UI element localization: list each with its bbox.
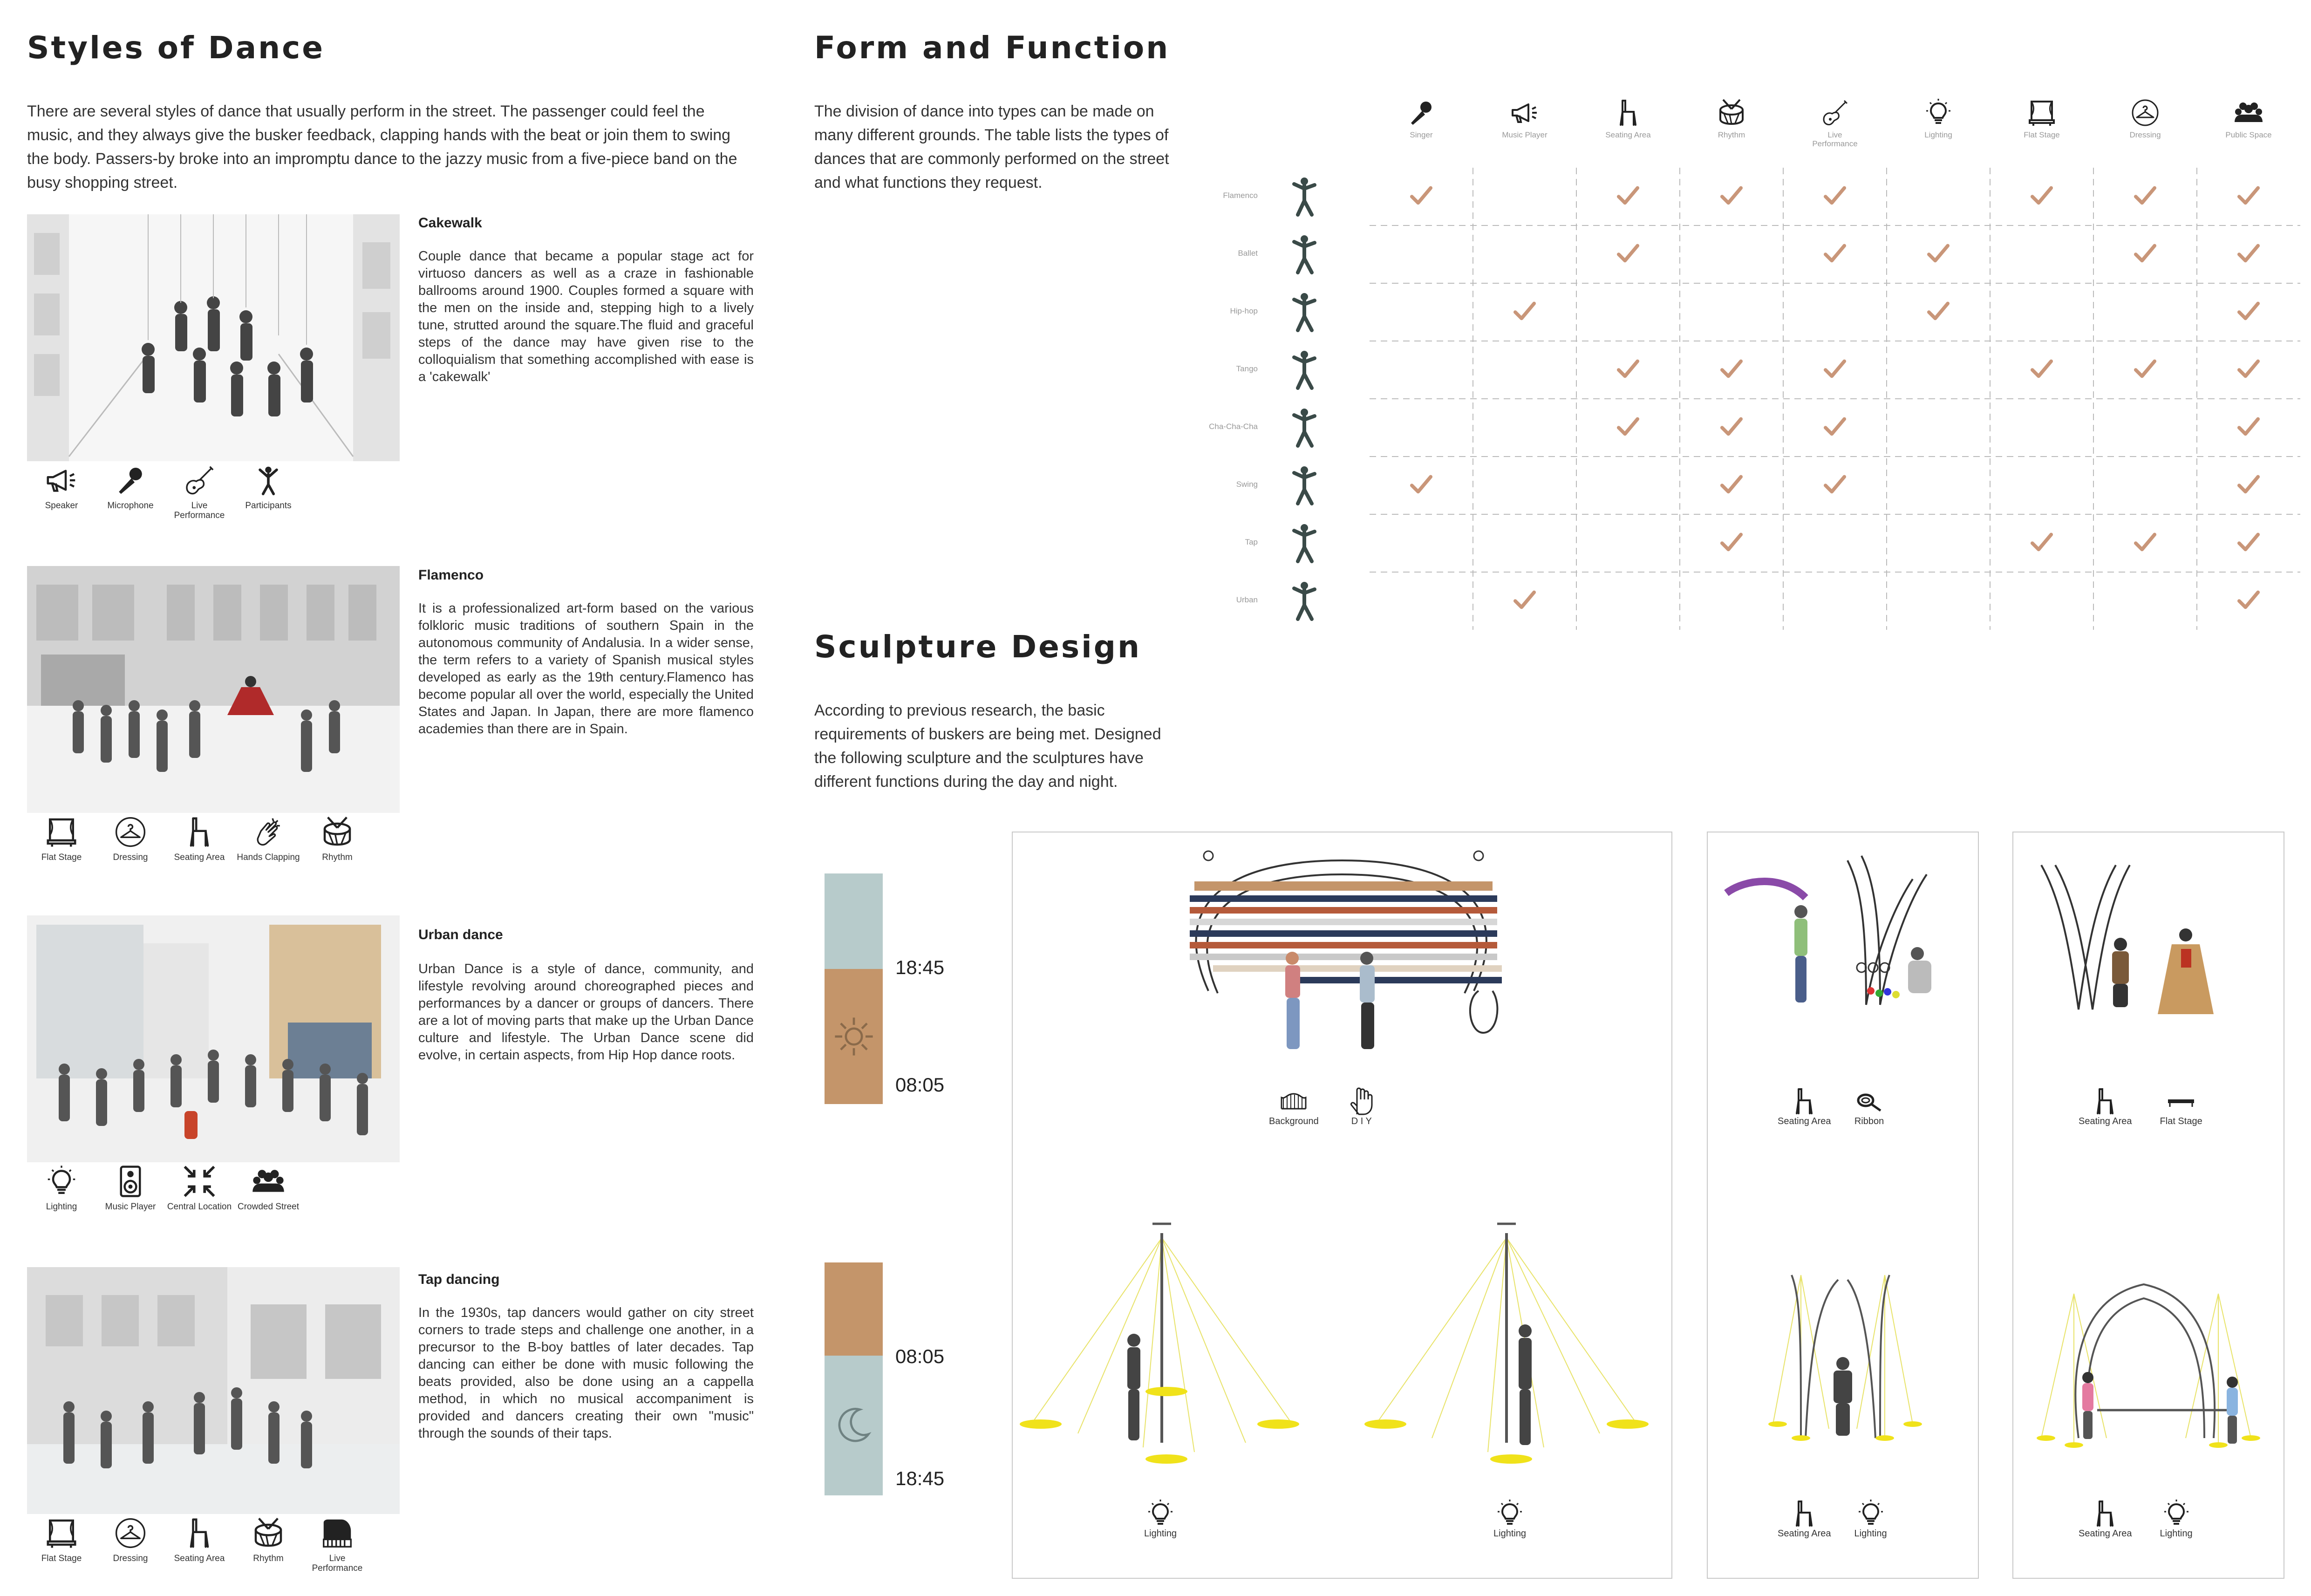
tap-desc: In the 1930s, tap dancers would gather on city street corners to trade steps and challenge one another, in a precursor to the B-boy battles of later decades. Tap dancing can either be done with music following the beats provided, also be done using an a cappella method, in which no musical accompaniment is provided and dancers creating their own "music" through the sounds of their taps.	[418, 1305, 754, 1441]
flamenco-title: Flamenco	[418, 567, 484, 583]
stage-icon: Flat Stage	[27, 815, 96, 862]
check-icon	[1719, 184, 1744, 209]
hanger-icon: Dressing	[96, 1516, 165, 1573]
check-icon	[2236, 357, 2261, 382]
mid-night-labels	[1778, 1499, 1887, 1539]
hanger-icon: Dressing	[96, 815, 165, 862]
matrix-row-label: Tango	[1236, 364, 1258, 373]
day-bar-sky	[825, 873, 883, 969]
cakewalk-title: Cakewalk	[418, 215, 482, 231]
bulb-icon: Lighting	[27, 1165, 96, 1212]
check-icon	[2236, 300, 2261, 325]
bulb-icon: Lighting	[2160, 1499, 2193, 1539]
sculpture-panel-large	[1012, 832, 1672, 1579]
check-icon	[1512, 300, 1537, 325]
clap-icon: Hands Clapping	[234, 815, 303, 862]
check-icon	[1926, 242, 1951, 267]
check-icon	[2133, 184, 2158, 209]
participants-icon: Participants	[234, 464, 303, 520]
matrix-row-label: Urban	[1236, 595, 1258, 604]
dancer-silhouette-icon	[1286, 176, 1323, 218]
matrix-header-label: Live Performance	[1812, 130, 1858, 148]
moon-icon	[831, 1402, 877, 1449]
check-icon	[1616, 357, 1641, 382]
right-night-labels	[2079, 1499, 2193, 1539]
night-bar-tan	[825, 1262, 883, 1356]
sculpture-panel-mid	[1707, 832, 1979, 1579]
speaker-box-icon: Music Player	[96, 1165, 165, 1212]
check-icon	[1616, 415, 1641, 440]
chair-icon: Seating Area	[2079, 1499, 2132, 1539]
sculpture-panel-right	[2012, 832, 2284, 1579]
tap-title: Tap dancing	[418, 1272, 500, 1287]
matrix-row-label: Cha-Cha-Cha	[1209, 422, 1258, 431]
chair-icon: Seating Area	[165, 815, 234, 862]
sculpture-intro: According to previous research, the basic requirements of buskers are being met. Designed the following sculpture and the sculptures have different functions during the day and night.	[814, 702, 1161, 791]
drum-icon: Rhythm	[303, 815, 372, 862]
hand-icon: D I Y	[1347, 1086, 1377, 1127]
check-icon	[1822, 415, 1847, 440]
right-day-labels	[2079, 1086, 2202, 1127]
check-icon	[1512, 588, 1537, 614]
center-arrows-icon: Central Location	[165, 1165, 234, 1212]
check-icon	[2236, 473, 2261, 498]
megaphone-icon: Speaker	[27, 464, 96, 520]
dancer-silhouette-icon	[1286, 349, 1323, 391]
chair-icon: Seating Area	[1778, 1499, 1831, 1539]
stage-icon: Flat Stage	[27, 1516, 96, 1573]
check-icon	[2133, 242, 2158, 267]
form-intro: The division of dance into types can be made on many different grounds. The table lists the types of dances that are commonly performed on the street and what functions they request.	[814, 102, 1169, 191]
form-title: Form and Function	[814, 30, 1170, 66]
large-day-labels	[1269, 1086, 1377, 1127]
cakewalk-photo	[27, 214, 400, 461]
tap-photo	[27, 1267, 400, 1514]
matrix-row-label: Tap	[1245, 538, 1258, 546]
styles-intro: There are several styles of dance that usually perform in the street. The passenger could feel the music, and they always give the busker feedback, clapping hands with the beat or join them to swing the body. Passers-by broke into an impromptu dance to the jazzy music from a five-piece band on the busy shopping street.	[27, 102, 737, 191]
tap-icons	[27, 1516, 372, 1573]
check-icon	[2236, 242, 2261, 267]
mid-day-labels	[1778, 1086, 1884, 1127]
bulb-icon: Lighting	[1144, 1499, 1177, 1539]
day-start-time: 08:05	[895, 1074, 945, 1096]
check-icon	[1719, 415, 1744, 440]
matrix-header-label: Flat Stage	[2024, 130, 2060, 139]
sculpture-title: Sculpture Design	[814, 629, 1142, 665]
chair-icon: Seating Area	[2079, 1086, 2132, 1127]
ribbon-icon: Ribbon	[1854, 1086, 1884, 1127]
check-icon	[1822, 473, 1847, 498]
check-icon	[2236, 415, 2261, 440]
dancer-silhouette-icon	[1286, 233, 1323, 275]
matrix-header-label: Singer	[1410, 130, 1433, 139]
dancer-silhouette-icon	[1286, 407, 1323, 449]
background-icon: Background	[1269, 1086, 1319, 1127]
crowd-icon: Crowded Street	[234, 1165, 303, 1212]
check-icon	[2236, 184, 2261, 209]
bulb-icon: Lighting	[1493, 1499, 1526, 1539]
check-icon	[2236, 588, 2261, 614]
check-icon	[2029, 357, 2054, 382]
matrix-header-label: Public Space	[2225, 130, 2272, 139]
check-icon	[1822, 242, 1847, 267]
flamenco-icons	[27, 815, 372, 862]
flamenco-photo	[27, 566, 400, 813]
function-matrix	[1193, 98, 2283, 634]
check-icon	[1409, 473, 1434, 498]
matrix-row-label: Swing	[1236, 480, 1258, 489]
check-icon	[1719, 531, 1744, 556]
check-icon	[1409, 184, 1434, 209]
matrix-header-label: Dressing	[2129, 130, 2161, 139]
styles-title: Styles of Dance	[27, 30, 325, 66]
chair-icon: Seating Area	[165, 1516, 234, 1573]
check-icon	[1719, 473, 1744, 498]
check-icon	[2029, 531, 2054, 556]
urban-photo	[27, 915, 400, 1162]
bench-icon: Flat Stage	[2160, 1086, 2202, 1127]
check-icon	[2133, 357, 2158, 382]
matrix-header-label: Rhythm	[1718, 130, 1745, 139]
matrix-header-label: Seating Area	[1605, 130, 1651, 139]
cakewalk-icons	[27, 464, 303, 520]
matrix-header-label: Music Player	[1502, 130, 1547, 139]
bulb-icon: Lighting	[1854, 1499, 1887, 1539]
day-bar-sun	[825, 969, 883, 1104]
matrix-header-label: Lighting	[1924, 130, 1952, 139]
matrix-row-label: Hip-hop	[1230, 307, 1258, 315]
matrix-row-label: Flamenco	[1223, 191, 1258, 200]
dancer-silhouette-icon	[1286, 291, 1323, 333]
day-end-time: 18:45	[895, 956, 945, 978]
microphone-icon: Microphone	[96, 464, 165, 520]
urban-icons	[27, 1165, 303, 1212]
matrix-row-label: Ballet	[1238, 249, 1258, 258]
night-start-time: 08:05	[895, 1345, 945, 1367]
check-icon	[1926, 300, 1951, 325]
piano-icon: Live Performance	[303, 1516, 372, 1573]
dancer-silhouette-icon	[1286, 522, 1323, 564]
flamenco-desc: It is a professionalized art-form based on the various folkloric music traditions of southern Spain in the autonomous community of Andalusia. In a wider sense, the term refers to a variety of Spanish musical styles developed as early as the 19th century.Flamenco has become popular all over the world, especially the United States and Japan. In Japan, there are more flamenco academies than there are in Spain.	[418, 601, 754, 737]
night-bar-moon	[825, 1356, 883, 1495]
night-end-time: 18:45	[895, 1467, 945, 1489]
urban-desc: Urban Dance is a style of dance, community, and lifestyle revolving around choreographed pieces and performances by a dancer or groups of dancers. There are a lot of moving parts that make up the Urban Dance culture and lifestyle. The Urban Dance scene did evolve, in certain aspects, from Hip Hop dance roots.	[418, 962, 754, 1063]
sun-icon	[831, 1013, 877, 1060]
chair-icon: Seating Area	[1778, 1086, 1831, 1127]
check-icon	[1822, 357, 1847, 382]
check-icon	[1719, 357, 1744, 382]
check-icon	[1616, 242, 1641, 267]
urban-title: Urban dance	[418, 927, 503, 942]
dancer-silhouette-icon	[1286, 580, 1323, 622]
check-icon	[1616, 184, 1641, 209]
dancer-silhouette-icon	[1286, 464, 1323, 506]
check-icon	[1822, 184, 1847, 209]
check-icon	[2236, 531, 2261, 556]
drum-icon: Rhythm	[234, 1516, 303, 1573]
cakewalk-desc: Couple dance that became a popular stage act for virtuoso dancers as well as a craze in fashionable ballrooms around 1900. Couples formed a square with the men on the inside and, stepping high to a lively tune, strutted around the square.The fluid and graceful steps of the dance may have given rise to the colloquialism that something accomplished with ease is a 'cakewalk'	[418, 249, 754, 384]
check-icon	[2029, 184, 2054, 209]
guitar-icon: Live Performance	[165, 464, 234, 520]
check-icon	[2133, 531, 2158, 556]
